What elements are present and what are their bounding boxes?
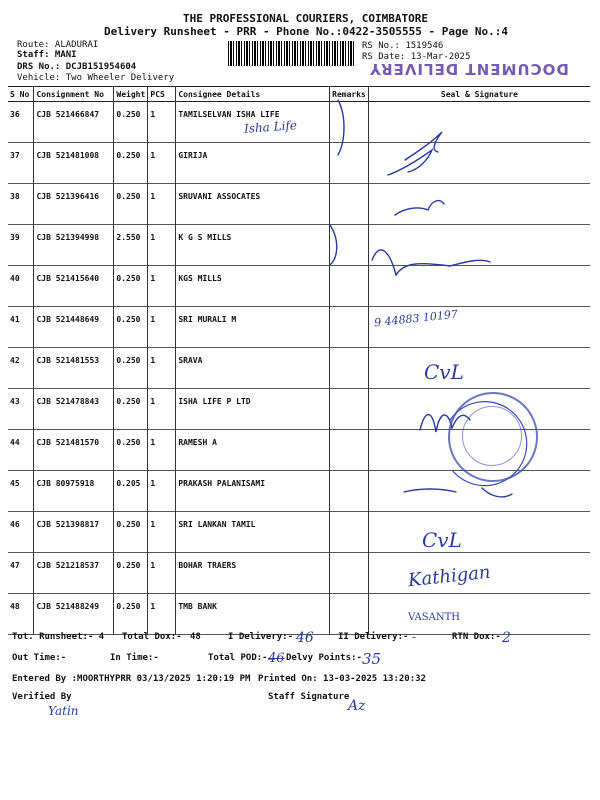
cell-consignment: CJB 521398817 [34, 512, 114, 553]
cell-sno: 42 [10, 356, 20, 365]
cell-consignment: CJB 521415640 [34, 266, 114, 307]
cell-pcs: 1 [148, 594, 176, 635]
cell-pcs: 1 [148, 348, 176, 389]
cell-consignment: CJB 521466847 [34, 102, 114, 143]
cell-pcs: 1 [148, 471, 176, 512]
cell-consignee: GIRIJA [176, 143, 330, 184]
signature-row42: CvL [424, 360, 464, 384]
printed-on: Printed On: 13-03-2025 13:20:32 [258, 674, 426, 684]
cell-weight: 0.250 [114, 512, 148, 553]
vehicle: Vehicle: Two Wheeler Delivery [17, 73, 175, 83]
cell-pcs: 1 [148, 553, 176, 594]
total-dox-label: Total Dox:- [122, 632, 182, 642]
total-pod-label: Total POD:- [208, 653, 268, 663]
signature-row47: Kathigan [407, 561, 492, 592]
rs-number: RS No.: 1519546 [362, 41, 444, 51]
signature-row48: VASANTH [408, 612, 460, 623]
cell-sno: 36 [10, 110, 20, 119]
total-dox-value: 48 [190, 632, 201, 642]
cell-consignment: CJB 521394998 [34, 225, 114, 266]
signature-row37 [388, 150, 432, 175]
cell-weight: 0.250 [114, 594, 148, 635]
out-time: Out Time:- [12, 653, 67, 663]
cell-consignment: CJB 521481553 [34, 348, 114, 389]
signature-row39 [372, 250, 490, 275]
runsheet-title: Delivery Runsheet - PRR - Phone No.:0422-3505555 - Page No.:4 [104, 25, 508, 38]
cell-consignment: CJB 80975918 [34, 471, 114, 512]
cell-weight: 0.250 [114, 389, 148, 430]
handwritten-phone-row41: 9 44883 10197 [373, 307, 459, 330]
cell-pcs: 1 [148, 266, 176, 307]
entered-by: Entered By :MOORTHYPRR 03/13/2025 1:20:19 PM [12, 674, 251, 684]
col-header-sno: S No [10, 89, 30, 99]
signature-row38 [395, 201, 444, 215]
handwritten-note-row36: Isha Life [243, 118, 298, 136]
in-time: In Time:- [110, 653, 159, 663]
cell-pcs: 1 [148, 102, 176, 143]
cell-sno: 48 [10, 602, 20, 611]
cell-sno: 41 [10, 315, 20, 324]
cell-consignee: K G S MILLS [176, 225, 330, 266]
company-seal-inner [462, 406, 522, 466]
cell-sno: 47 [10, 561, 20, 570]
cell-weight: 2.550 [114, 225, 148, 266]
rtn-dox-label: RTN Dox:- [452, 632, 501, 642]
cell-sno: 44 [10, 438, 20, 447]
col-header-consignment: Consignment No [34, 87, 114, 102]
total-pod-value: 46 [268, 651, 285, 666]
col-header-consignee: Consignee Details [176, 87, 330, 102]
remark-bracket-row39 [330, 225, 337, 265]
cell-weight: 0.250 [114, 430, 148, 471]
cell-pcs: 1 [148, 225, 176, 266]
col-header-signature: Seal & Signature [368, 87, 590, 102]
cell-weight: 0.250 [114, 266, 148, 307]
col-header-weight: Weight [114, 87, 148, 102]
signature-row46: CvL [422, 528, 462, 552]
cell-consignee: TMB BANK [176, 594, 330, 635]
cell-consignment: CJB 521481008 [34, 143, 114, 184]
staff: Staff: MANI [17, 50, 77, 60]
total-runsheet: Tot. Runsheet:- 4 [12, 632, 105, 642]
cell-sno: 45 [10, 479, 20, 488]
cell-consignment: CJB 521481570 [34, 430, 114, 471]
delvy-points-value: 35 [362, 650, 382, 668]
cell-pcs: 1 [148, 430, 176, 471]
cell-sno: 38 [10, 192, 20, 201]
ii-delivery-value: - [412, 630, 417, 644]
cell-weight: 0.250 [114, 348, 148, 389]
cell-consignee: KGS MILLS [176, 266, 330, 307]
cell-pcs: 1 [148, 307, 176, 348]
cell-sno: 37 [10, 151, 20, 160]
cell-pcs: 1 [148, 389, 176, 430]
i-delivery-value: 46 [296, 630, 314, 646]
staff-signature-label: Staff Signature [268, 692, 350, 702]
cell-consignment: CJB 521218537 [34, 553, 114, 594]
cell-consignee: SRI LANKAN TAMIL [176, 512, 330, 553]
cell-consignee: SRAVA [176, 348, 330, 389]
i-delivery-label: I Delivery:- [228, 632, 294, 642]
delvy-points-label: Delvy Points:- [286, 653, 362, 663]
rs-date: RS Date: 13-Mar-2025 [362, 52, 471, 62]
verified-by-label: Verified By [12, 692, 72, 702]
cell-weight: 0.205 [114, 471, 148, 512]
cell-consignee: SRUVANI ASSOCATES [176, 184, 330, 225]
cell-weight: 0.250 [114, 143, 148, 184]
cell-consignee: ISHA LIFE P LTD [176, 389, 330, 430]
ii-delivery-label: II Delivery:- [338, 632, 409, 642]
cell-consignee: SRI MURALI M [176, 307, 330, 348]
company-name: THE PROFESSIONAL COURIERS, COIMBATORE [183, 12, 429, 25]
col-header-remarks: Remarks [330, 87, 369, 102]
document-delivery-stamp: DOCUMENT DELIVERY [369, 60, 569, 78]
drs-number: DRS No.: DCJB151954604 [17, 62, 137, 72]
cell-pcs: 1 [148, 143, 176, 184]
cell-weight: 0.250 [114, 102, 148, 143]
staff-signature: Az [348, 698, 366, 714]
cell-consignment: CJB 521488249 [34, 594, 114, 635]
cell-pcs: 1 [148, 184, 176, 225]
cell-consignee: RAMESH A [176, 430, 330, 471]
cell-sno: 39 [10, 233, 20, 242]
cell-consignment: CJB 521478843 [34, 389, 114, 430]
verified-by-signature: Yatin [48, 704, 79, 718]
col-header-pcs: PCS [148, 87, 176, 102]
cell-consignment: CJB 521396416 [34, 184, 114, 225]
cell-consignment: CJB 521448649 [34, 307, 114, 348]
remark-bracket-row36 [338, 100, 344, 155]
cell-sno: 43 [10, 397, 20, 406]
cell-weight: 0.250 [114, 307, 148, 348]
route: Route: ALADURAI [17, 40, 99, 50]
cell-sno: 40 [10, 274, 20, 283]
cell-weight: 0.250 [114, 184, 148, 225]
cell-consignee: TAMILSELVAN ISHA LIFE [176, 102, 330, 143]
cell-consignee: PRAKASH PALANISAMI [176, 471, 330, 512]
cell-pcs: 1 [148, 512, 176, 553]
cell-weight: 0.250 [114, 553, 148, 594]
signature-row45 [404, 488, 512, 497]
cell-sno: 46 [10, 520, 20, 529]
rtn-dox-value: 2 [502, 630, 511, 646]
cell-consignee: BOHAR TRAERS [176, 553, 330, 594]
